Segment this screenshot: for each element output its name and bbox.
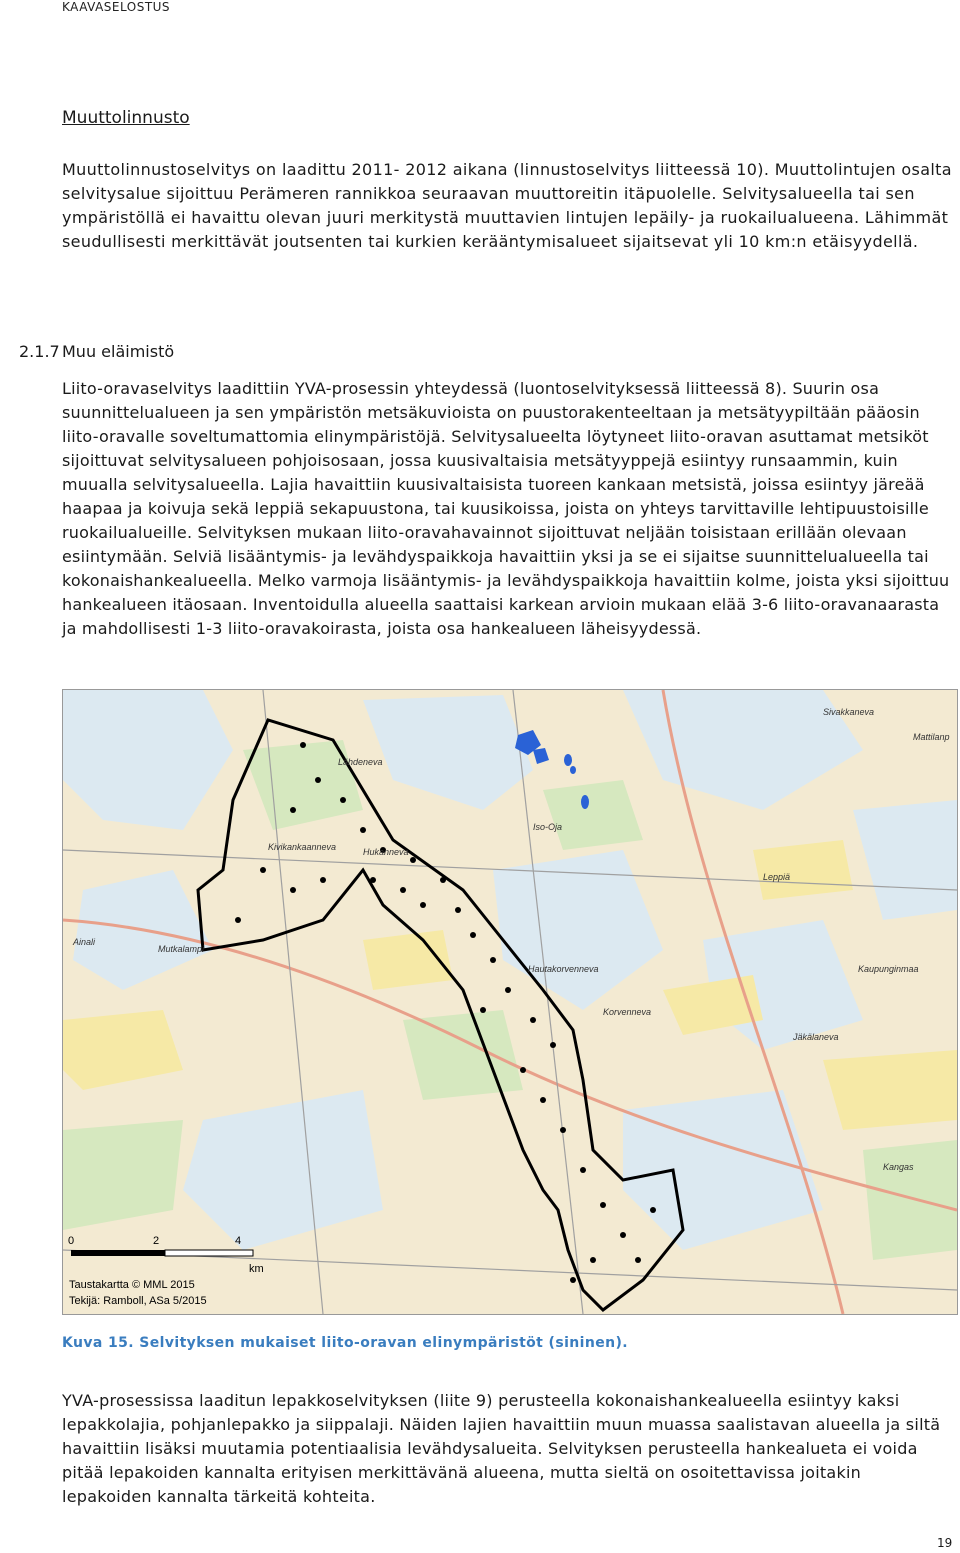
scale-tick: 2: [153, 1235, 160, 1247]
paragraph-lepakot: YVA-prosessissa laaditun lepakkoselvityksen (liite 9) perusteella kokonaishankealueella esiintyy kaksi lepakkolajia, pohjanlepakko ja siippalaji. Näiden lajien havaittiin muun muassa saalistavan alueella ja siltä havaittiin lisäksi muutamia potentiaalisia levähdysalueita. Selvityksen perusteella hankealueta ei voida pitää lepakoiden kannalta erityisen merkittävänä alueena, mutta sieltä on osoitettavissa joitakin lepakoiden kannalta tärkeitä kohteita.: [62, 1391, 941, 1506]
map-label: Leppiä: [763, 872, 791, 882]
map-label: Jäkälaneva: [793, 1032, 839, 1042]
section-title-muu-elaimisto: Muu eläimistö: [62, 342, 175, 361]
section-heading-muuttolinnusto: Muuttolinnusto: [62, 108, 190, 128]
map-label: Lähdeneva: [338, 757, 383, 767]
page-number: 19: [937, 1536, 953, 1550]
map-label: Kivikankaanneva: [268, 842, 337, 852]
map-label: Kangas: [883, 1162, 914, 1172]
section-number: 2.1.7: [19, 342, 60, 361]
map-label: Hautakorvenneva: [528, 964, 599, 974]
paragraph-liito-orava: Liito-oravaselvitys laadittiin YVA-prosessin yhteydessä (luontoselvityksessä liitteessä 8). Suurin osa suunnittelualueen ja sen ympäristön metsäkuvioista on puustorakenteeltaan ja metsätyypiltään pääosin liito-oravalle soveltumattomia elinympäristöjä. Selvitysalueelta löytyneet liito-oravan asuttamat metsiköt sijoittuvat selvitysalueen pohjoisosaan, jossa kuusivaltaisia metsätyyppejä esiintyy runsaammin, kuin muualla selvitysalueella. Lajia havaittiin kuusivaltaisista tuoreen kankaan metsistä, joissa esiintyy järeää haapaa ja koivuja sekä leppiä sekapuustona, tai kuusikoissa, joista on yhteys tarvittaville lehtipuustoisille ruokailualueille. Selvityksen mukaan liito-oravahavainnot sijoittuvat neljään toisistaan erillään olevaan esiintymään. Selviä lisääntymis- ja levähdyspaikkoja havaittiin yksi ja se ei sijaitse suunnittelualueella tai kokonaishankealueella. Melko varmoja lisääntymis- ja levähdyspaikkoja havaittiin kolme, joista yksi sijoittuu hankealueen itäosaan. Inventoidulla alueella saattaisi karkean arvioin mukaan elää 3-6 liito-oravanaarasta ja mahdollisesti 1-3 liito-oravakoirasta, joista osa hankealueen läheisyydessä.: [62, 379, 950, 638]
figure-caption: Kuva 15. Selvityksen mukaiset liito-oravan elinympäristöt (sininen).: [62, 1335, 628, 1351]
map-credit: Tekijä: Ramboll, ASa 5/2015: [69, 1295, 207, 1307]
map-label: Hukanneva: [363, 847, 409, 857]
map-credit: Taustakartta © MML 2015: [69, 1279, 195, 1291]
map-label: Ainali: [73, 937, 96, 947]
map-label: Mutkalampi: [158, 944, 205, 954]
map-label: Mattilanp: [913, 732, 950, 742]
map-label: Iso-Oja: [533, 822, 563, 832]
map-label: Korvenneva: [603, 1007, 652, 1017]
map-canvas: [63, 690, 957, 1314]
scale-unit: km: [249, 1263, 264, 1275]
survey-map: [62, 689, 958, 1315]
map-label: Kaupunginmaa: [858, 964, 919, 974]
paragraph-muuttolinnusto: Muuttolinnustoselvitys on laadittu 2011- 2012 aikana (linnustoselvitys liitteessä 10). Muuttolintujen osalta selvitysalue sijoittuu Perämeren rannikkoa seuraavan muuttoreitin itäpuolelle. Selvitysalueella tai sen ympäristöllä ei havaittu olevan juuri merkitystä muuttavien lintujen lepäily- ja ruokailualueena. Lähimmät seudullisesti merkittävät joutsenten tai kurkien kerääntymisalueet sijaitsevat yli 10 km:n etäisyydellä.: [62, 160, 952, 251]
scale-tick: 4: [235, 1235, 242, 1247]
scale-tick: 0: [68, 1235, 75, 1247]
document-header: KAAVASELOSTUS: [62, 0, 171, 14]
map-label: Sivakkaneva: [823, 707, 875, 717]
